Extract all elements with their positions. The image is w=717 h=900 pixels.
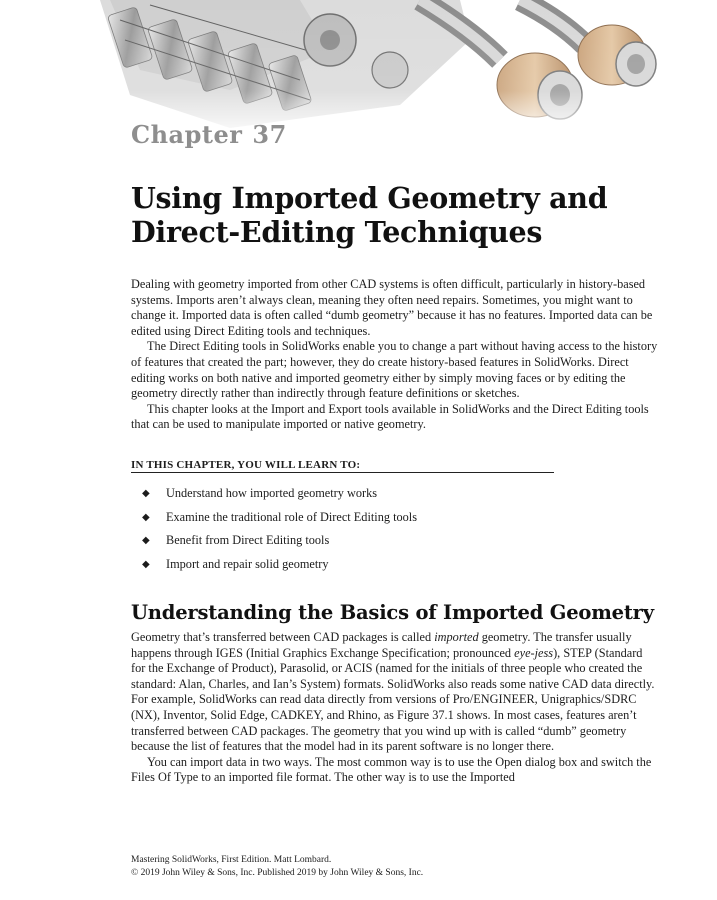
diamond-bullet-icon: ◆ (142, 535, 150, 546)
section-body (131, 630, 658, 786)
chapter-label (131, 120, 287, 149)
emphasis-pronunciation: eye-jess (514, 645, 554, 660)
list-item-text: Benefit from Direct Editing tools (166, 533, 330, 547)
intro-paragraph-3: This chapter looks at the Import and Export tools available in SolidWorks and the Direct Editing tools that can be used to manipulate imported or native geometry. (131, 401, 649, 432)
diamond-bullet-icon: ◆ (142, 488, 150, 499)
intro-paragraph-1: Dealing with geometry imported from other CAD systems is often difficult, particularly in history-based systems. Imports aren’t always clean, meaning they often need repairs. Sometimes, you might want to change it. Imported data is often called “dumb geometry” because it has no features. Imported data can be edited using Direct Editing tools and techniques. (131, 277, 653, 338)
chapter-word: Chapter (131, 120, 243, 149)
intro-text (131, 277, 658, 433)
list-item (142, 510, 417, 534)
list-item-text: Import and repair solid geometry (166, 556, 329, 571)
section-heading: Understanding the Basics of Imported Geometry (131, 601, 654, 624)
engine-illustration (0, 0, 717, 140)
list-item (142, 557, 417, 581)
list-item-text: Understand how imported geometry works (166, 486, 378, 500)
diamond-bullet-icon: ◆ (142, 511, 150, 523)
list-item (142, 533, 417, 557)
chapter-title-line-2: Direct-Editing Techniques (131, 215, 543, 249)
emphasis-imported: imported (434, 630, 479, 644)
learn-list (142, 486, 417, 580)
list-item (142, 486, 417, 510)
section-paragraph-2: You can import data in two ways. The most common way is to use the Open dialog box and switch the Files Of Type to an imported file format. The other way is to use the Imported (131, 754, 652, 785)
list-item-text: Examine the traditional role of Direct Editing tools (166, 509, 417, 524)
learn-heading: IN THIS CHAPTER, YOU WILL LEARN TO: (131, 459, 554, 473)
chapter-title (131, 181, 651, 249)
footer-copyright: © 2019 John Wiley & Sons, Inc. Published 2019 by John Wiley & Sons, Inc. (131, 868, 424, 878)
page-footer (131, 854, 423, 880)
chapter-header-illustration (0, 0, 717, 140)
diamond-bullet-icon: ◆ (142, 558, 150, 570)
text-run: geometry. The transfer usually happens through IGES (Initial Graphics Exchange Specification; pronounced (131, 630, 632, 660)
text-run: Geometry that’s transferred between CAD packages is called (131, 630, 435, 644)
chapter-title-line-1: Using Imported Geometry and (131, 181, 608, 215)
section-paragraph-1 (131, 630, 658, 755)
chapter-number: 37 (252, 120, 287, 149)
footer-line-1: Mastering SolidWorks, First Edition. Matt Lombard. (131, 855, 332, 865)
text-run: ), STEP (Standard for the Exchange of Product), Parasolid, or ACIS (named for the initials of three people who created the standard: Alan, Charles, and Ian’s System) formats. SolidWorks also reads some native CAD data directly. For example, SolidWorks can read data directly from versions of Pro/ENGINEER, Unigraphics/SDRC (NX), Inventor, Solid Edge, CADKEY, and Rhino, as Figure 37.1 shows. In most cases, features aren’t transferred between CAD packages. The geometry that you wind up with is called “dumb” geometry because the list of features that the model had in its parent software is no longer there. (131, 645, 655, 754)
intro-paragraph-2: The Direct Editing tools in SolidWorks enable you to change a part without having access to the history of features that created the part; however, they do create history-based features in SolidWorks. Direct editing works on both native and imported geometry either by simply moving faces or by editing the geometry directly rather than indirectly through feature definitions or sketches. (131, 339, 658, 401)
